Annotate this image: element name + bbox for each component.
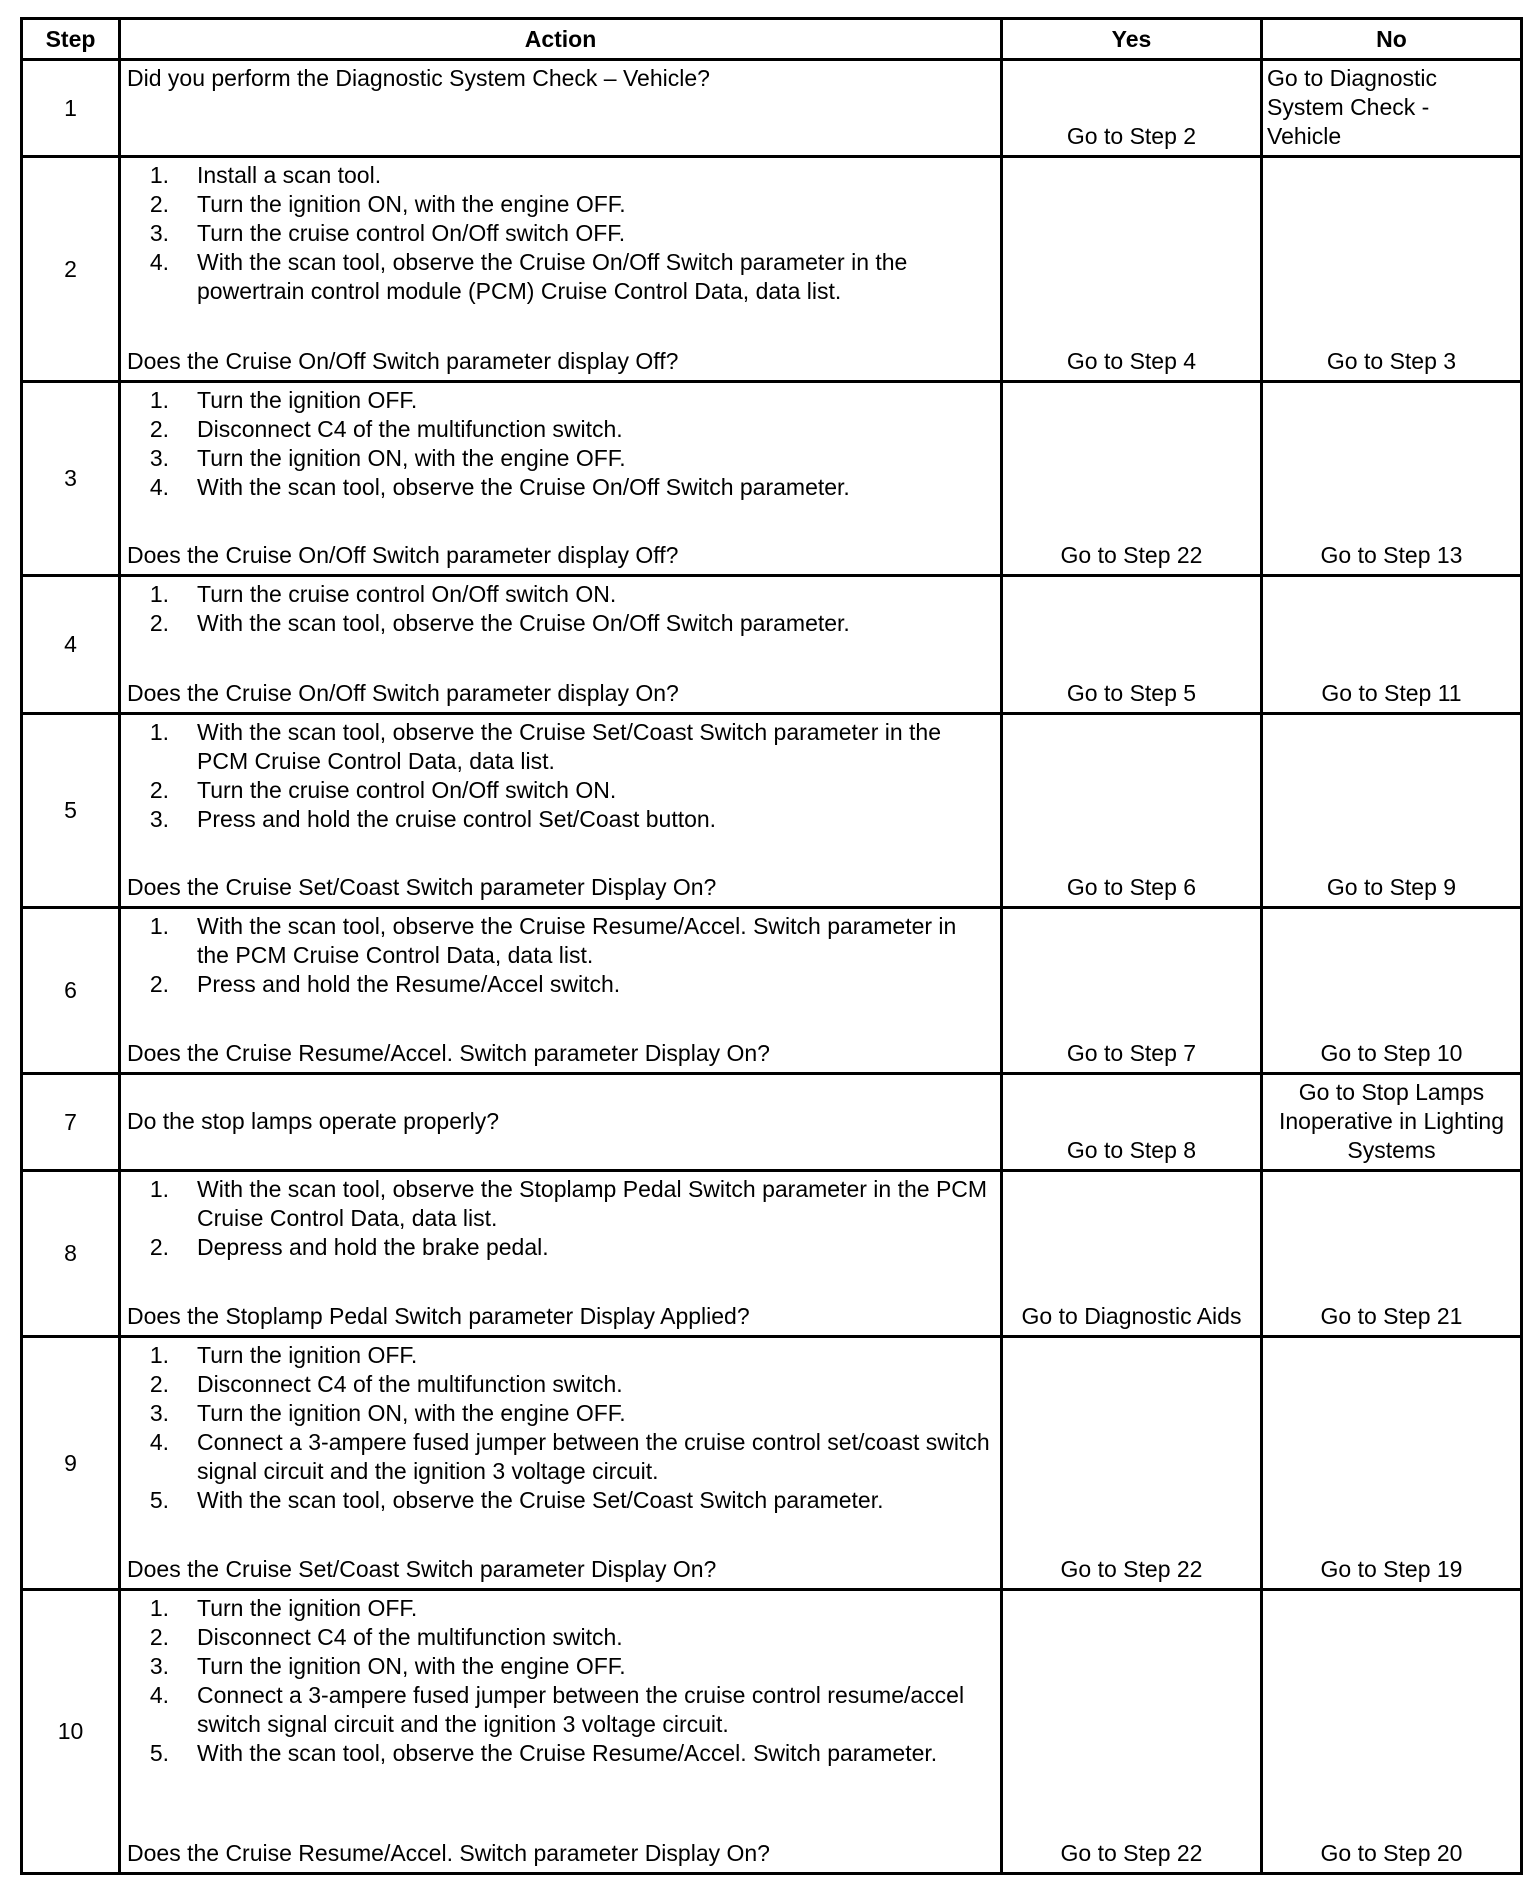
action-step-number: 2. [149, 191, 169, 217]
action-step-number: 1. [149, 387, 169, 413]
action-cell [120, 714, 1002, 908]
action-step-text: Connect a 3-ampere fused jumper between the cruise control set/coast switch signal circuit and the ignition 3 voltage circuit. [197, 1429, 990, 1484]
action-step-number: 1. [149, 581, 169, 607]
action-step-number: 4. [149, 1682, 169, 1708]
step-number: 5 [22, 714, 120, 908]
action-question: Does the Cruise On/Off Switch parameter display Off? [127, 542, 679, 568]
action-steps-list [127, 580, 994, 638]
action-step-number: 1. [149, 719, 169, 745]
action-step-text: With the scan tool, observe the Cruise On/Off Switch parameter. [197, 610, 850, 636]
step-number: 9 [22, 1337, 120, 1590]
action-step-number: 1. [149, 162, 169, 188]
action-step-text: With the scan tool, observe the Cruise Set/Coast Switch parameter in the PCM Cruise Control Data, data list. [197, 719, 942, 774]
action-step-text: Disconnect C4 of the multifunction switch. [197, 1624, 623, 1650]
action-step-number: 1. [149, 913, 169, 939]
action-step [127, 776, 994, 805]
action-question: Does the Cruise Set/Coast Switch parameter Display On? [127, 1556, 717, 1582]
yes-outcome: Go to Step 22 [1002, 382, 1262, 576]
step-number: 2 [22, 157, 120, 382]
action-step [127, 1175, 994, 1233]
no-outcome: Go to Step 9 [1262, 714, 1522, 908]
action-step-number: 3. [149, 806, 169, 832]
table-row [22, 1590, 1522, 1874]
action-step [127, 248, 994, 306]
table-row [22, 1171, 1522, 1337]
no-outcome: Go to Stop Lamps Inoperative in Lighting Systems [1262, 1074, 1522, 1171]
step-number: 3 [22, 382, 120, 576]
header-action: Action [120, 19, 1002, 60]
header-no: No [1262, 19, 1522, 60]
table-row [22, 576, 1522, 714]
step-number: 1 [22, 60, 120, 157]
action-step-number: 1. [149, 1176, 169, 1202]
action-step-text: Turn the cruise control On/Off switch ON. [197, 581, 617, 607]
action-question: Does the Cruise On/Off Switch parameter display Off? [127, 348, 679, 374]
action-steps-list [127, 386, 994, 502]
action-step-number: 1. [149, 1595, 169, 1621]
action-question: Does the Cruise Set/Coast Switch parameter Display On? [127, 874, 717, 900]
action-step-number: 5. [149, 1740, 169, 1766]
action-step-text: With the scan tool, observe the Cruise Resume/Accel. Switch parameter. [197, 1740, 938, 1766]
action-step-number: 2. [149, 1624, 169, 1650]
action-steps-list [127, 718, 994, 834]
action-step-text: Turn the ignition OFF. [197, 1342, 418, 1368]
action-step-number: 2. [149, 610, 169, 636]
action-step-text: Disconnect C4 of the multifunction switch. [197, 1371, 623, 1397]
action-step-text: Turn the ignition OFF. [197, 387, 418, 413]
action-step [127, 912, 994, 970]
step-number: 7 [22, 1074, 120, 1171]
action-step [127, 718, 994, 776]
action-step-text: Press and hold the Resume/Accel switch. [197, 971, 621, 997]
step-number: 6 [22, 908, 120, 1074]
action-steps-list [127, 161, 994, 306]
step-number: 8 [22, 1171, 120, 1337]
action-step-text: Depress and hold the brake pedal. [197, 1234, 549, 1260]
action-steps-list [127, 1175, 994, 1262]
action-cell [120, 1337, 1002, 1590]
table-row [22, 60, 1522, 157]
action-step-text: With the scan tool, observe the Stoplamp Pedal Switch parameter in the PCM Cruise Control Data, data list. [197, 1176, 988, 1231]
yes-outcome: Go to Step 7 [1002, 908, 1262, 1074]
action-question: Do the stop lamps operate properly? [127, 1107, 500, 1134]
action-step-text: Disconnect C4 of the multifunction switch. [197, 416, 623, 442]
action-cell [120, 908, 1002, 1074]
no-outcome: Go to Step 10 [1262, 908, 1522, 1074]
action-question: Does the Cruise Resume/Accel. Switch parameter Display On? [127, 1040, 770, 1066]
no-outcome: Go to Step 21 [1262, 1171, 1522, 1337]
action-step [127, 1739, 994, 1768]
action-step [127, 1623, 994, 1652]
action-step [127, 1652, 994, 1681]
action-step [127, 161, 994, 190]
action-step-number: 4. [149, 249, 169, 275]
action-step-number: 2. [149, 971, 169, 997]
table-row [22, 382, 1522, 576]
action-step-number: 3. [149, 445, 169, 471]
table-row [22, 1074, 1522, 1171]
action-step-text: With the scan tool, observe the Cruise Resume/Accel. Switch parameter in the PCM Cruise Control Data, data list. [197, 913, 957, 968]
action-step-text: Press and hold the cruise control Set/Coast button. [197, 806, 717, 832]
action-step-number: 3. [149, 1653, 169, 1679]
action-step [127, 444, 994, 473]
table-row [22, 908, 1522, 1074]
action-step-number: 2. [149, 416, 169, 442]
action-step [127, 1370, 994, 1399]
yes-outcome: Go to Step 22 [1002, 1337, 1262, 1590]
action-step-number: 2. [149, 777, 169, 803]
action-step-text: With the scan tool, observe the Cruise Set/Coast Switch parameter. [197, 1487, 884, 1513]
no-outcome: Go to Step 19 [1262, 1337, 1522, 1590]
action-cell [120, 1171, 1002, 1337]
action-step-text: Turn the cruise control On/Off switch OFF. [197, 220, 626, 246]
action-cell [120, 1074, 1002, 1171]
yes-outcome: Go to Step 8 [1002, 1074, 1262, 1171]
action-step-text: Connect a 3-ampere fused jumper between the cruise control resume/accel switch signal circuit and the ignition 3 voltage circuit. [197, 1682, 965, 1737]
action-step-text: With the scan tool, observe the Cruise On/Off Switch parameter. [197, 474, 850, 500]
action-cell [120, 382, 1002, 576]
action-step-number: 2. [149, 1371, 169, 1397]
action-step-number: 1. [149, 1342, 169, 1368]
action-step [127, 805, 994, 834]
action-steps-list [127, 1594, 994, 1768]
yes-outcome: Go to Step 6 [1002, 714, 1262, 908]
action-step [127, 190, 994, 219]
table-row [22, 157, 1522, 382]
no-outcome: Go to Step 20 [1262, 1590, 1522, 1874]
yes-outcome: Go to Step 5 [1002, 576, 1262, 714]
action-question: Does the Cruise Resume/Accel. Switch parameter Display On? [127, 1840, 770, 1866]
table-row [22, 1337, 1522, 1590]
action-step [127, 219, 994, 248]
action-step [127, 1594, 994, 1623]
action-step [127, 415, 994, 444]
action-step-text: Turn the ignition ON, with the engine OFF. [197, 1653, 626, 1679]
header-yes: Yes [1002, 19, 1262, 60]
no-outcome: Go to Step 13 [1262, 382, 1522, 576]
action-question: Does the Stoplamp Pedal Switch parameter Display Applied? [127, 1303, 750, 1329]
action-step [127, 1486, 994, 1515]
no-outcome: Go to Diagnostic System Check - Vehicle [1262, 60, 1522, 157]
action-step [127, 970, 994, 999]
header-row [22, 19, 1522, 60]
action-step [127, 1233, 994, 1262]
action-cell [120, 576, 1002, 714]
yes-outcome: Go to Diagnostic Aids [1002, 1171, 1262, 1337]
action-step-text: Turn the ignition ON, with the engine OFF. [197, 445, 626, 471]
action-step-number: 2. [149, 1234, 169, 1260]
action-cell [120, 1590, 1002, 1874]
action-step [127, 580, 994, 609]
action-step [127, 1341, 994, 1370]
action-step-number: 3. [149, 1400, 169, 1426]
action-step-number: 3. [149, 220, 169, 246]
action-cell [120, 60, 1002, 157]
action-steps-list [127, 912, 994, 999]
step-number: 4 [22, 576, 120, 714]
action-question: Does the Cruise On/Off Switch parameter display On? [127, 680, 679, 706]
action-step-text: Turn the cruise control On/Off switch ON. [197, 777, 617, 803]
action-step-text: Turn the ignition ON, with the engine OFF. [197, 1400, 626, 1426]
action-steps-list [127, 1341, 994, 1515]
action-step [127, 386, 994, 415]
table-row [22, 714, 1522, 908]
action-step-text: Install a scan tool. [197, 162, 382, 188]
action-step [127, 473, 994, 502]
action-step-number: 5. [149, 1487, 169, 1513]
action-step [127, 609, 994, 638]
action-step-text: Turn the ignition ON, with the engine OFF. [197, 191, 626, 217]
yes-outcome: Go to Step 4 [1002, 157, 1262, 382]
action-cell [120, 157, 1002, 382]
action-step-text: With the scan tool, observe the Cruise On/Off Switch parameter in the powertrain control module (PCM) Cruise Control Data, data list. [197, 249, 908, 304]
diagnostic-table [20, 17, 1523, 1875]
no-outcome: Go to Step 11 [1262, 576, 1522, 714]
yes-outcome: Go to Step 22 [1002, 1590, 1262, 1874]
action-step [127, 1681, 994, 1739]
action-step-text: Turn the ignition OFF. [197, 1595, 418, 1621]
action-step [127, 1399, 994, 1428]
action-question: Did you perform the Diagnostic System Check – Vehicle? [127, 65, 710, 91]
header-step: Step [22, 19, 120, 60]
no-outcome: Go to Step 3 [1262, 157, 1522, 382]
step-number: 10 [22, 1590, 120, 1874]
action-step-number: 4. [149, 474, 169, 500]
yes-outcome: Go to Step 2 [1002, 60, 1262, 157]
action-step [127, 1428, 994, 1486]
action-step-number: 4. [149, 1429, 169, 1455]
